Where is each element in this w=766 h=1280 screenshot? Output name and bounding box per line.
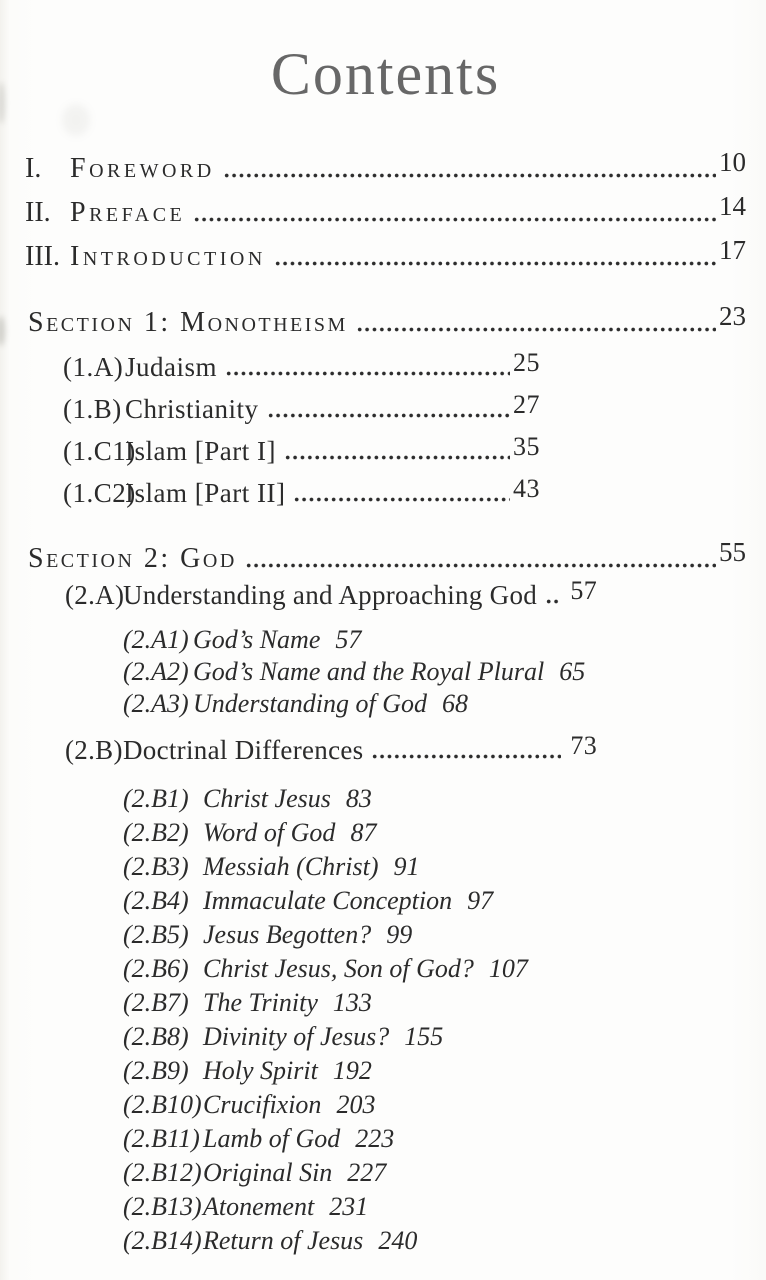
entry-title: Word of God xyxy=(203,818,336,847)
page-number: 25 xyxy=(513,348,540,377)
section-label: Section 1: Monotheism xyxy=(28,307,348,338)
toc-subsection-2a xyxy=(65,576,597,611)
entry-title: Understanding of God xyxy=(193,689,427,718)
page-number: 83 xyxy=(345,784,372,813)
page-number: 57 xyxy=(335,625,362,654)
subsection-2b-items xyxy=(25,784,746,1256)
toc-entry-introduction xyxy=(25,235,746,273)
dot-leader xyxy=(225,371,510,376)
page-number: 73 xyxy=(570,731,597,760)
entry-id: (2.B) xyxy=(65,735,123,765)
entry-title: Doctrinal Differences xyxy=(123,735,364,765)
entry-title: Divinity of Jesus? xyxy=(203,1022,390,1051)
page-number: 10 xyxy=(719,147,746,177)
page-number: 35 xyxy=(513,432,540,461)
toc-item-2b2 xyxy=(123,818,746,848)
toc-entry-islam-2 xyxy=(63,474,540,509)
toc-entry-christianity xyxy=(63,390,540,425)
entry-id: (1.C2) xyxy=(63,478,136,508)
entry-title: Judaism xyxy=(125,352,218,382)
page-number: 223 xyxy=(355,1124,395,1153)
entry-label: Introduction xyxy=(70,241,266,272)
dot-leader xyxy=(284,455,510,460)
entry-id: (2.B11) xyxy=(123,1124,200,1153)
roman-numeral: II. xyxy=(25,197,51,228)
toc-item-2b13 xyxy=(123,1192,746,1222)
entry-id: (2.B10) xyxy=(123,1090,202,1119)
toc-item-2a1 xyxy=(123,625,746,655)
contents-title: Contents xyxy=(270,41,501,107)
dot-leader xyxy=(293,497,510,502)
page-number: 23 xyxy=(719,301,746,331)
toc-item-2a3 xyxy=(123,689,746,719)
entry-title: Lamb of God xyxy=(203,1124,341,1153)
entry-title: God’s Name xyxy=(193,625,321,654)
entry-title: Christianity xyxy=(125,394,259,424)
entry-id: (2.B2) xyxy=(123,818,189,847)
entry-id: (2.A2) xyxy=(123,657,189,686)
entry-id: (2.A3) xyxy=(123,689,189,718)
entry-title: Understanding and Approaching God xyxy=(123,580,538,610)
toc-item-2b11 xyxy=(123,1124,746,1154)
page-number: 133 xyxy=(332,988,372,1017)
entry-id: (2.B5) xyxy=(123,920,189,949)
entry-id: (2.B1) xyxy=(123,784,189,813)
toc-item-2b5 xyxy=(123,920,746,950)
toc-entry-judaism xyxy=(63,348,540,383)
page-number: 91 xyxy=(393,852,420,881)
toc-entry-islam-1 xyxy=(63,432,540,467)
entry-id: (2.B14) xyxy=(123,1226,202,1255)
entry-id: (1.A) xyxy=(63,352,124,382)
dot-leader xyxy=(545,599,561,604)
subsection-2a-items xyxy=(25,625,746,719)
toc-item-2b7 xyxy=(123,988,746,1018)
toc-item-2b9 xyxy=(123,1056,746,1086)
entry-id: (1.C1) xyxy=(63,436,136,466)
entry-id: (2.B3) xyxy=(123,852,189,881)
toc-item-2b8 xyxy=(123,1022,746,1052)
page-number: 107 xyxy=(488,954,528,983)
entry-title: Holy Spirit xyxy=(203,1056,318,1085)
entry-title: Jesus Begotten? xyxy=(203,920,372,949)
toc-item-2b4 xyxy=(123,886,746,916)
page-number: 17 xyxy=(719,235,746,265)
dot-leader xyxy=(274,261,716,266)
section-2-heading xyxy=(25,537,746,575)
entry-title: God’s Name and the Royal Plural xyxy=(193,657,545,686)
entry-id: (2.B8) xyxy=(123,1022,189,1051)
toc-item-2b10 xyxy=(123,1090,746,1120)
entry-title: Islam [Part I] xyxy=(125,436,276,466)
entry-label: Preface xyxy=(70,197,186,228)
page-number: 231 xyxy=(329,1192,369,1221)
page-number: 87 xyxy=(350,818,377,847)
entry-title: Return of Jesus xyxy=(203,1226,364,1255)
entry-title: Crucifixion xyxy=(203,1090,322,1119)
page-number: 203 xyxy=(336,1090,376,1119)
toc-subsection-2b xyxy=(65,731,597,766)
entry-title: Atonement xyxy=(203,1192,315,1221)
dot-leader xyxy=(223,173,716,178)
toc-entry-preface xyxy=(25,191,746,229)
page-number: 57 xyxy=(570,576,597,605)
section-1-entries xyxy=(25,348,746,509)
toc-item-2a2 xyxy=(123,657,746,687)
entry-id: (2.B4) xyxy=(123,886,189,915)
page-number: 155 xyxy=(404,1022,444,1051)
entry-id: (2.B13) xyxy=(123,1192,202,1221)
entry-title: Messiah (Christ) xyxy=(203,852,379,881)
dot-leader xyxy=(193,217,716,222)
entry-title: The Trinity xyxy=(203,988,318,1017)
toc-item-2b6 xyxy=(123,954,746,984)
entry-title: Immaculate Conception xyxy=(203,886,453,915)
entry-title: Islam [Part II] xyxy=(125,478,286,508)
front-matter-list xyxy=(25,147,746,273)
roman-numeral: I. xyxy=(25,153,42,184)
toc-item-2b12 xyxy=(123,1158,746,1188)
entry-title: Christ Jesus, Son of God? xyxy=(203,954,474,983)
entry-label: Foreword xyxy=(70,153,215,184)
entry-title: Christ Jesus xyxy=(203,784,331,813)
scan-smudge xyxy=(0,316,5,346)
entry-id: (2.A1) xyxy=(123,625,189,654)
section-label: Section 2: God xyxy=(28,543,237,574)
page-number: 68 xyxy=(442,689,468,718)
scan-smudge xyxy=(62,104,90,136)
section-1-heading xyxy=(25,301,746,339)
toc-item-2b1 xyxy=(123,784,746,814)
page-number: 227 xyxy=(347,1158,387,1187)
entry-id: (2.A) xyxy=(65,580,125,610)
entry-id: (2.B7) xyxy=(123,988,189,1017)
page-number: 65 xyxy=(559,657,586,686)
toc-item-2b3 xyxy=(123,852,746,882)
toc-entry-foreword xyxy=(25,147,746,185)
dot-leader xyxy=(267,413,511,418)
entry-title: Original Sin xyxy=(203,1158,333,1187)
dot-leader xyxy=(371,754,561,759)
page-number: 55 xyxy=(719,537,746,567)
page-number: 192 xyxy=(332,1056,372,1085)
roman-numeral: III. xyxy=(25,241,60,272)
entry-id: (1.B) xyxy=(63,394,122,424)
page-number: 97 xyxy=(467,886,494,915)
entry-id: (2.B12) xyxy=(123,1158,202,1187)
page-number: 14 xyxy=(719,191,746,221)
page-number: 43 xyxy=(513,474,540,503)
page-number: 240 xyxy=(378,1226,418,1255)
dot-leader xyxy=(356,327,716,332)
toc-item-2b14 xyxy=(123,1226,746,1256)
dot-leader xyxy=(245,563,716,568)
entry-id: (2.B9) xyxy=(123,1056,189,1085)
entry-id: (2.B6) xyxy=(123,954,189,983)
scan-smudge xyxy=(0,82,5,124)
page-number: 99 xyxy=(386,920,413,949)
page-number: 27 xyxy=(513,390,540,419)
